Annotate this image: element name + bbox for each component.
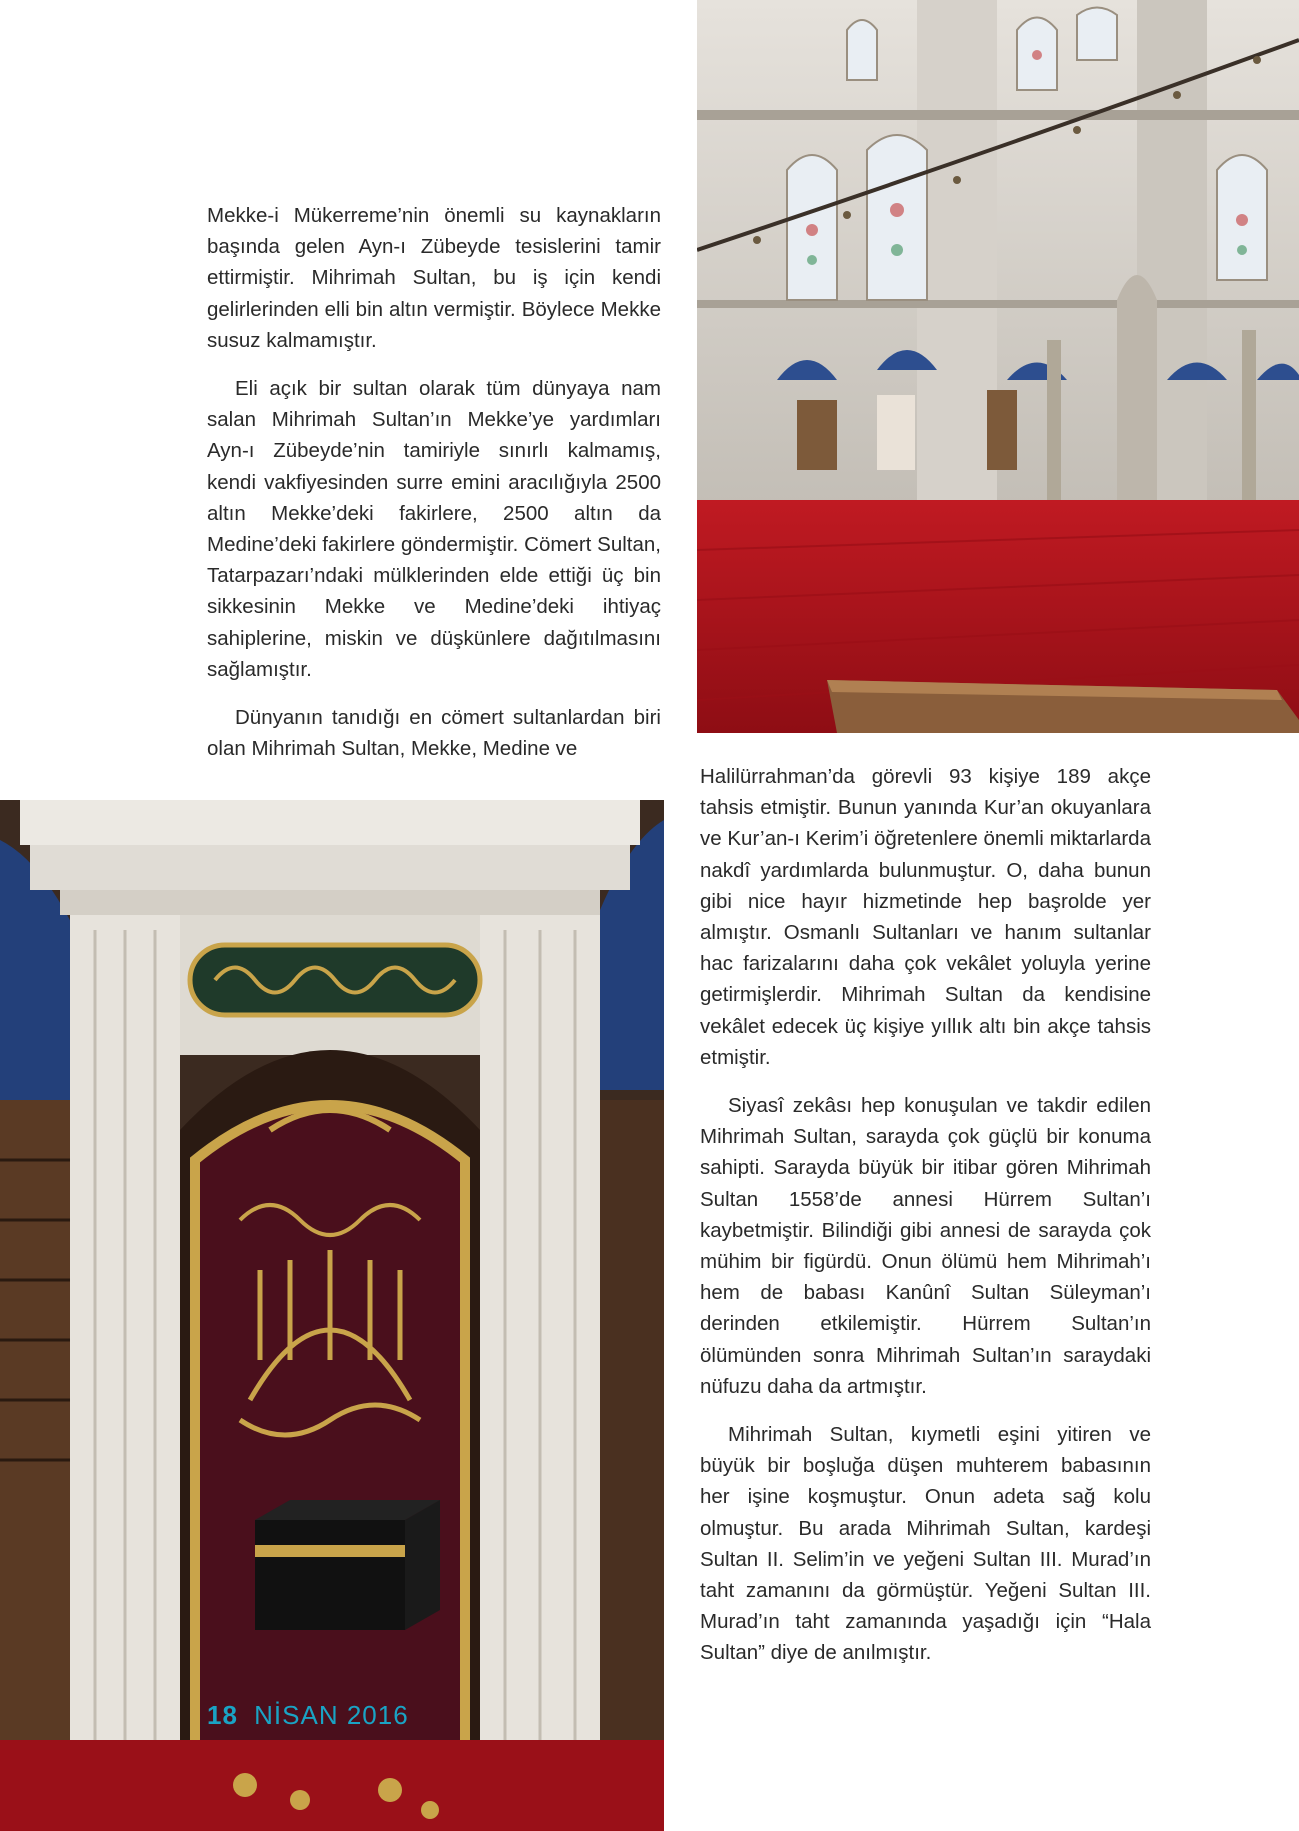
- paragraph: Dünyanın tanıdığı en cömert sultanlardan biri olan Mihrimah Sultan, Mekke, Medine ve: [207, 706, 661, 761]
- mosque-interior-photo: [697, 0, 1299, 733]
- paragraph: Eli açık bir sultan olarak tüm dünyaya nam salan Mihrimah Sultan’ın Mekke’ye yardımları Ayn-ı Zübeyde’nin tamiriyle sınırlı kalmamış, kendi vakfiyesinden surre emini aracılığıyla 2500 altın Mekke’deki fakirlere, 2500 altın da Medine’deki fakirlere göndermiştir. Cömert Sultan, Tatarpazarı’ndaki mülklerinden elde ettiği üç bin sikkesinin Mekke ve Medine’deki ihtiyaç sahiplerine, miskin ve düşkünlere dağıtılmasını sağlamıştır.: [207, 377, 661, 681]
- page-number: 18: [207, 1700, 238, 1730]
- paragraph: Siyasî zekâsı hep konuşulan ve takdir edilen Mihrimah Sultan, sarayda çok güçlü bir konuma sahipti. Sarayda büyük bir itibar gören Mihrimah Sultan 1558’de annesi Hürrem Sultan’ı kaybetmiştir. Bilindiği gibi annesi de sarayda çok mühim bir figürdü. Onun ölümü hem Mihrimah’ı hem de babası Kanûnî Sultan Süleyman’ı derinden etkilemiştir. Hürrem Sultan’ın ölümünden sonra Mihrimah Sultan’ın saraydaki nüfuzu daha da artmıştır.: [700, 1094, 1151, 1398]
- minbar-door-photo: [0, 800, 664, 1831]
- paragraph: Halilürrahman’da görevli 93 kişiye 189 akçe tahsis etmiştir. Bunun yanında Kur’an okuyanlara ve Kur’an-ı Kerim’i öğretenlere önemli miktarlarda nakdî yardımlarda bulunmuştur. O, daha bunun gibi nice hayır hizmetinde hep başrolde yer almıştır. Osmanlı Sultanları ve hanım sultanlar hac farizalarını daha çok vekâlet yoluyla yerine getirmişlerdir. Mihrimah Sultan da kendisine vekâlet edecek üç kişiye yıllık altı bin akçe tahsis etmiştir.: [700, 765, 1151, 1069]
- paragraph: Mihrimah Sultan, kıymetli eşini yitiren ve büyük bir boşluğa düşen muhterem babasının her işine koşmuştur. Onun adeta sağ kolu olmuştur. Bu arada Mihrimah Sultan, kardeşi Sultan II. Selim’in ve yeğeni Sultan III. Murad’ın taht zamanını da görmüştür. Yeğeni Sultan III. Murad’ın taht zamanında yaşadığı için “Hala Sultan” diye de anılmıştır.: [700, 1423, 1151, 1665]
- page-footer: [207, 1700, 409, 1731]
- paragraph: Mekke-i Mükerreme’nin önemli su kaynakların başında gelen Ayn-ı Zübeyde tesislerini tamir ettirmiştir. Mihrimah Sultan, bu iş için kendi gelirlerinden elli bin altın vermiştir. Böylece Mekke susuz kalmamıştır.: [207, 204, 661, 352]
- right-text-column: [700, 761, 1151, 1686]
- left-text-column: [207, 200, 661, 781]
- issue-label: NİSAN 2016: [254, 1700, 409, 1730]
